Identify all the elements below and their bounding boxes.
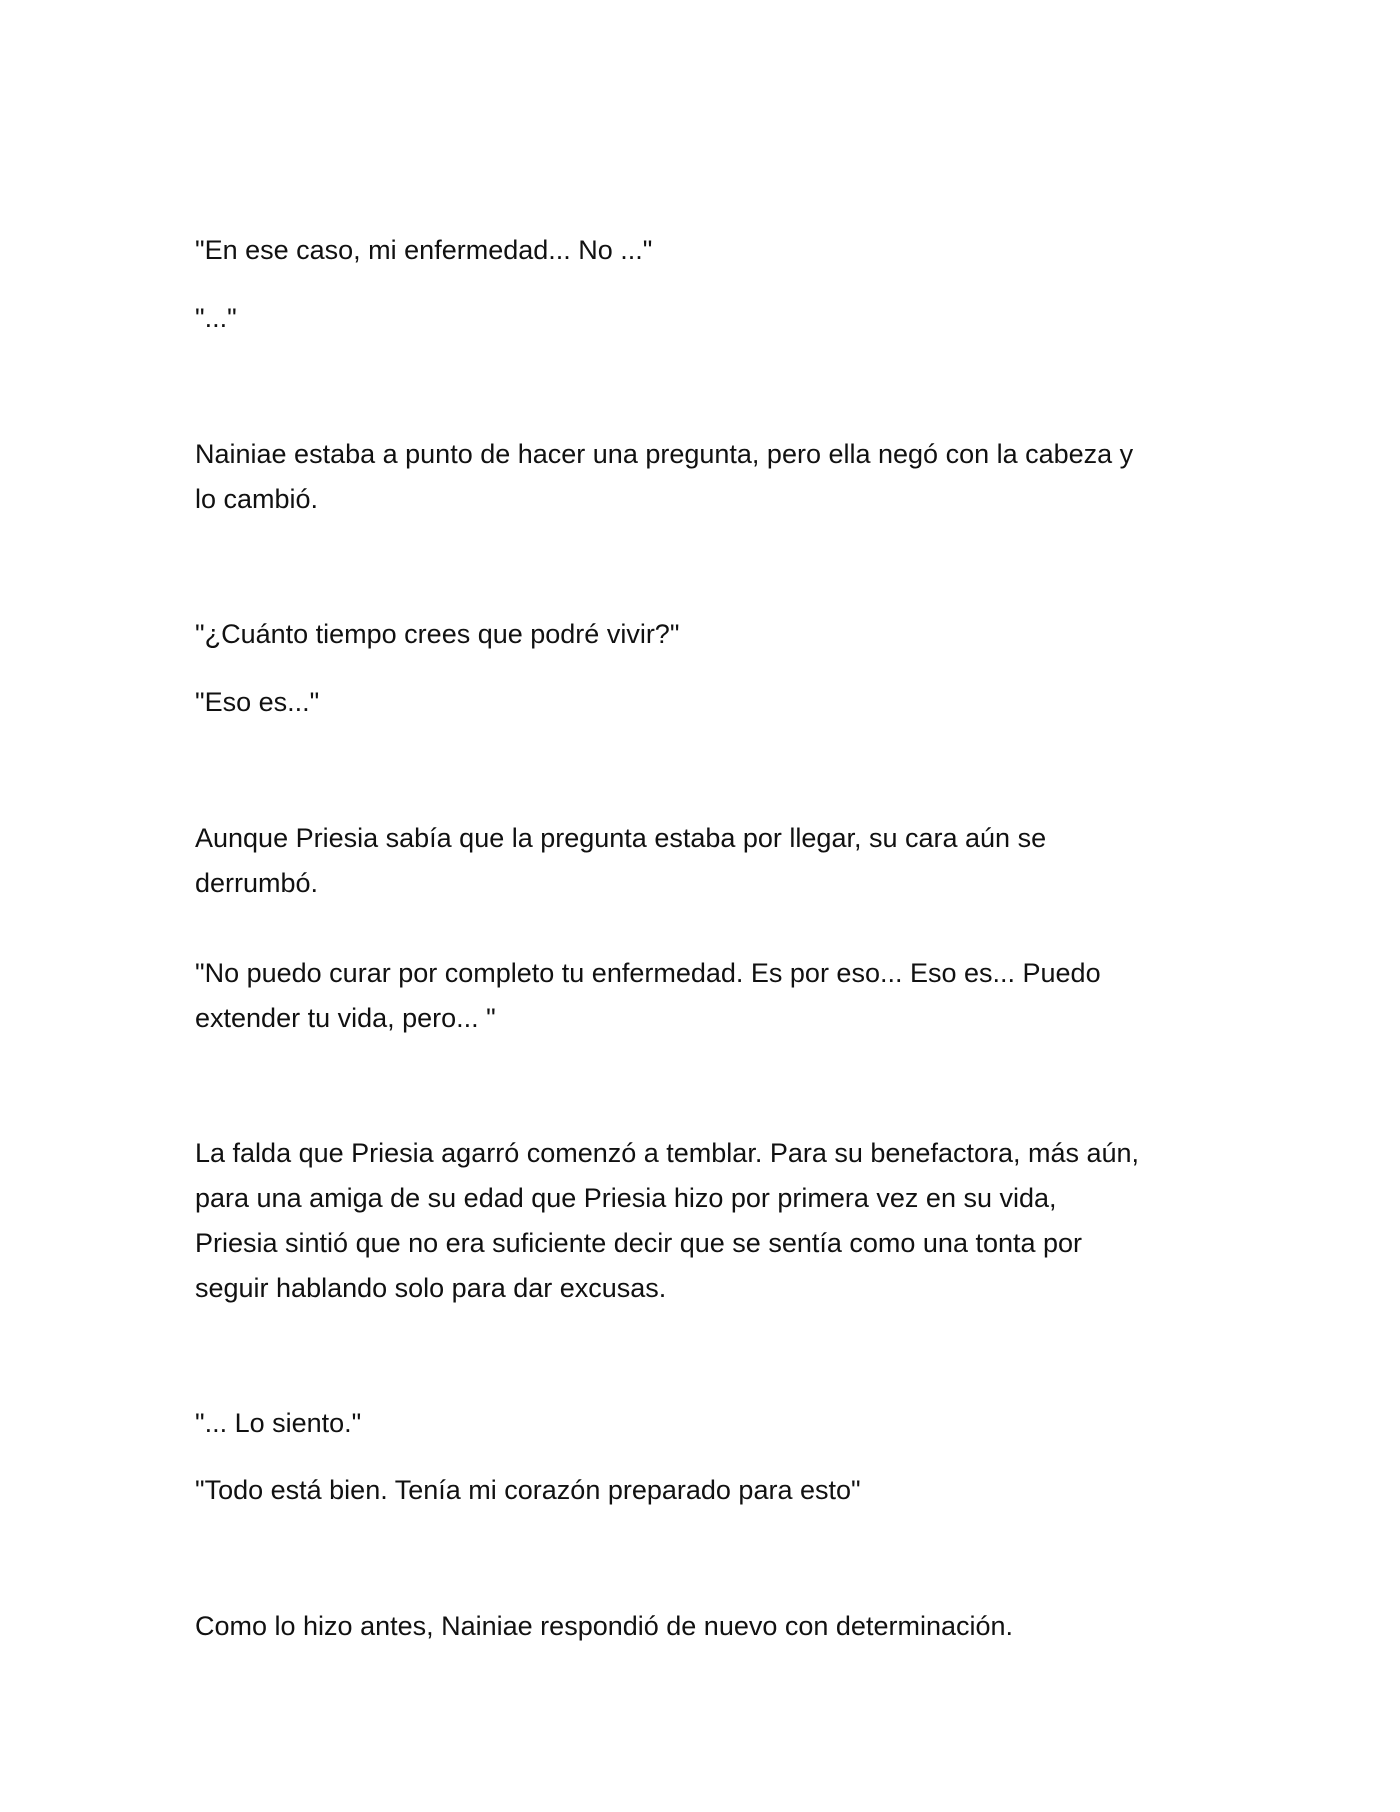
text-line: Aunque Priesia sabía que la pregunta estaba por llegar, su cara aún se bbox=[195, 823, 1047, 853]
text-line: lo cambió. bbox=[195, 484, 319, 514]
text-line: "Todo está bien. Tenía mi corazón preparado para esto" bbox=[195, 1475, 861, 1505]
text-line: para una amiga de su edad que Priesia hizo por primera vez en su vida, bbox=[195, 1183, 1057, 1213]
text-line: La falda que Priesia agarró comenzó a temblar. Para su benefactora, más aún, bbox=[195, 1138, 1140, 1168]
paragraph-4 bbox=[195, 612, 1215, 657]
text-line: "Eso es..." bbox=[195, 687, 320, 717]
paragraph-6 bbox=[195, 816, 1215, 906]
paragraph-3 bbox=[195, 432, 1215, 522]
text-line: "¿Cuánto tiempo crees que podré vivir?" bbox=[195, 619, 680, 649]
paragraph-11 bbox=[195, 1604, 1215, 1649]
text-line: "En ese caso, mi enfermedad... No ..." bbox=[195, 235, 653, 265]
paragraph-9 bbox=[195, 1401, 1215, 1446]
paragraph-7 bbox=[195, 951, 1215, 1041]
text-line: extender tu vida, pero... " bbox=[195, 1003, 496, 1033]
text-line: Como lo hizo antes, Nainiae respondió de nuevo con determinación. bbox=[195, 1611, 1014, 1641]
text-line: "No puedo curar por completo tu enfermedad. Es por eso... Eso es... Puedo bbox=[195, 958, 1101, 988]
text-line: "..." bbox=[195, 303, 237, 333]
text-line: Priesia sintió que no era suficiente decir que se sentía como una tonta por bbox=[195, 1228, 1083, 1258]
text-line: derrumbó. bbox=[195, 868, 319, 898]
text-line: Nainiae estaba a punto de hacer una pregunta, pero ella negó con la cabeza y bbox=[195, 439, 1134, 469]
paragraph-8 bbox=[195, 1131, 1215, 1311]
paragraph-1 bbox=[195, 228, 1215, 273]
text-line: "... Lo siento." bbox=[195, 1408, 362, 1438]
paragraph-10 bbox=[195, 1468, 1215, 1513]
paragraph-5 bbox=[195, 680, 1215, 725]
text-line: seguir hablando solo para dar excusas. bbox=[195, 1273, 667, 1303]
paragraph-2 bbox=[195, 296, 1215, 341]
